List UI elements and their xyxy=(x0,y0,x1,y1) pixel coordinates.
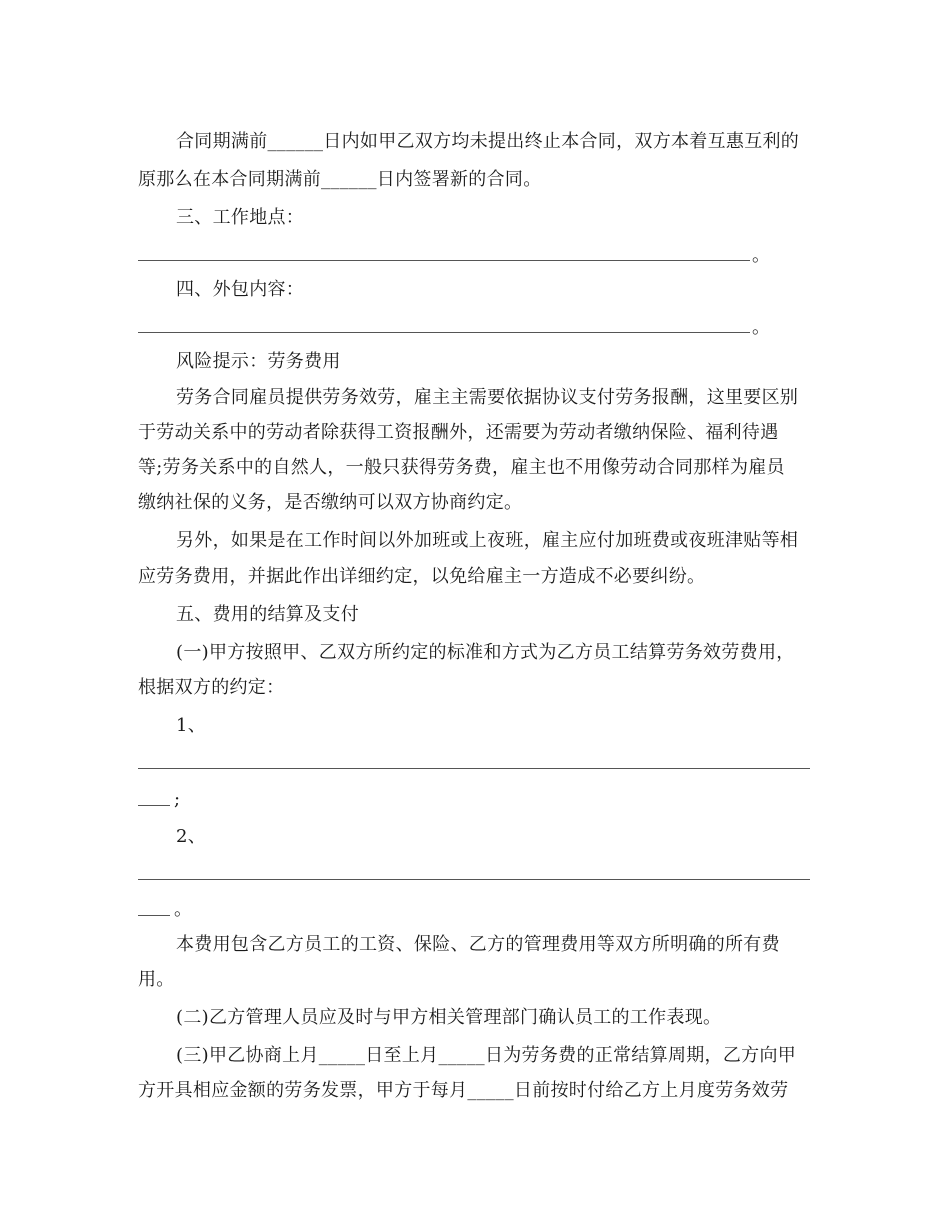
clause-3-line-1: (三)甲乙协商上月_____日至上月_____日为劳务费的正常结算周期，乙方向甲 xyxy=(176,1045,797,1066)
outsourcing-content-period: 。 xyxy=(752,317,770,338)
item-2-blank-tail xyxy=(138,915,170,916)
item-1-blank-line xyxy=(138,768,810,769)
paragraph-renewal-line-1: 合同期满前______日内如甲乙双方均未提出终止本合同，双方本着互惠互利的 xyxy=(176,131,800,152)
risk-paragraph-line-3: 等;劳务关系中的自然人，一般只获得劳务费，雇主也不用像劳动合同那样为雇员 xyxy=(138,457,785,478)
item-1-semicolon: ; xyxy=(174,789,181,810)
risk-notice-heading: 风险提示：劳务费用 xyxy=(176,351,341,372)
item-2-blank-line xyxy=(138,879,810,880)
paragraph-renewal-line-2: 原那么在本合同期满前______日内签署新的合同。 xyxy=(138,169,542,190)
risk-paragraph-line-1: 劳务合同雇员提供劳务效劳，雇主主需要依据协议支付劳务报酬，这里要区别 xyxy=(176,387,799,408)
overtime-paragraph-line-1: 另外，如果是在工作时间以外加班或上夜班，雇主应付加班费或夜班津贴等相 xyxy=(176,530,799,551)
clause-2-line: (二)乙方管理人员应及时与甲方相关管理部门确认员工的工作表现。 xyxy=(176,1007,722,1028)
section-outsourcing-content-heading: 四、外包内容： xyxy=(176,279,305,300)
section-settlement-heading: 五、费用的结算及支付 xyxy=(176,604,359,625)
overtime-paragraph-line-2: 应劳务费用，并据此作出详细约定，以免给雇主一方造成不必要纠纷。 xyxy=(138,566,706,587)
fee-inclusion-line-2: 用。 xyxy=(138,969,175,990)
clause-1-line-2: 根据双方的约定： xyxy=(138,677,285,698)
item-1-blank-tail xyxy=(138,805,170,806)
clause-3-line-2: 方开具相应金额的劳务发票，甲方于每月_____日前按时付给乙方上月度劳务效劳 xyxy=(138,1080,789,1101)
fee-inclusion-line-1: 本费用包含乙方员工的工资、保险、乙方的管理费用等双方所明确的所有费 xyxy=(176,934,780,955)
risk-paragraph-line-4: 缴纳社保的义务，是否缴纳可以双方协商约定。 xyxy=(138,492,523,513)
work-location-blank-line xyxy=(138,260,750,261)
clause-1-line-1: (一)甲方按照甲、乙双方所约定的标准和方式为乙方员工结算劳务效劳费用， xyxy=(176,642,795,663)
outsourcing-content-blank-line xyxy=(138,332,750,333)
item-2-label: 2、 xyxy=(176,826,207,847)
work-location-period: 。 xyxy=(752,245,770,266)
section-work-location-heading: 三、工作地点： xyxy=(176,207,305,228)
item-2-period: 。 xyxy=(174,899,192,920)
item-1-label: 1、 xyxy=(176,715,207,736)
risk-paragraph-line-2: 于劳动关系中的劳动者除获得工资报酬外，还需要为劳动者缴纳保险、福利待遇 xyxy=(138,422,779,443)
